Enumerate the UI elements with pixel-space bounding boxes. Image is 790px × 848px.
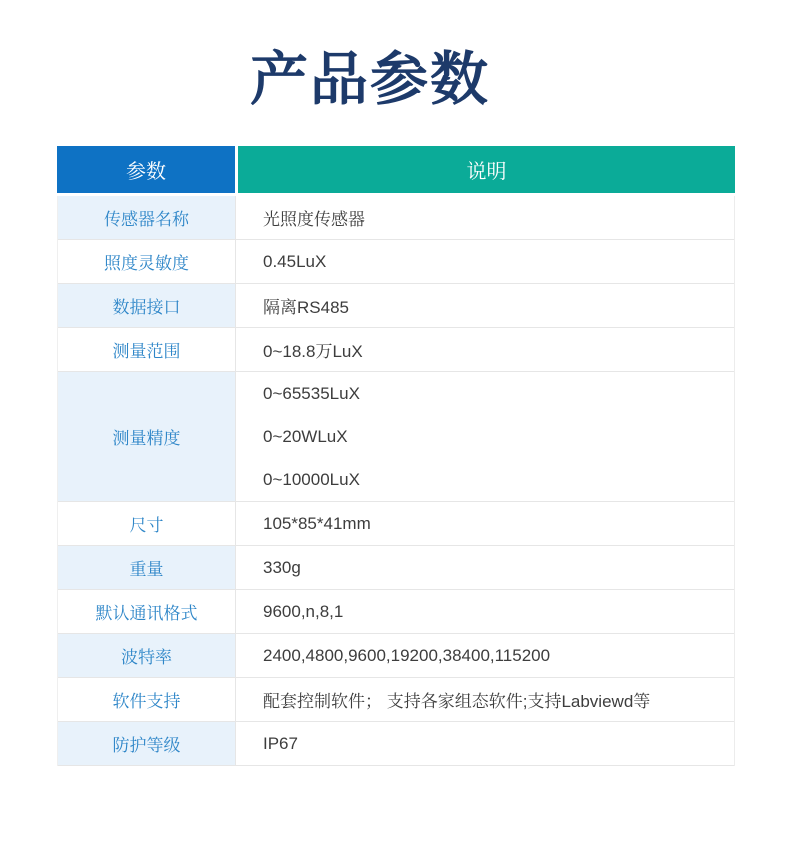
row-sensitivity: [58, 240, 734, 284]
row-value: [236, 678, 734, 721]
value-text: 0~20WLuX: [263, 426, 348, 446]
header-cell-param: 参数: [57, 146, 235, 193]
row-label: 数据接口: [58, 284, 236, 327]
row-accuracy: [58, 372, 734, 502]
value-text: 0~18.8万LuX: [263, 342, 363, 361]
row-value: [236, 284, 734, 327]
page-title: 产品参数: [249, 47, 490, 112]
row-label: 软件支持: [58, 678, 236, 721]
value-text: 0.45LuX: [263, 251, 327, 271]
value-text: IP67: [263, 733, 298, 753]
row-label: 尺寸: [58, 502, 236, 545]
value-text: 330g: [263, 557, 301, 577]
value-text: 0~10000LuX: [263, 469, 360, 489]
row-label: 波特率: [58, 634, 236, 677]
row-value: [236, 590, 734, 633]
row-value: [236, 722, 734, 765]
value-text: 0~65535LuX: [263, 383, 360, 403]
row-value: [236, 502, 734, 545]
row-label: 测量精度: [58, 372, 236, 501]
row-value: [236, 240, 734, 283]
row-dimensions: [58, 502, 734, 546]
row-label: 传感器名称: [58, 196, 236, 239]
row-value: [236, 634, 734, 677]
row-value: [236, 372, 734, 501]
value-text: 配套控制软件； 支持各家组态软件;支持Labviewd等: [263, 692, 651, 711]
row-comm-format: [58, 590, 734, 634]
row-sensor-name: [58, 196, 734, 240]
row-weight: [58, 546, 734, 590]
spec-table: [57, 146, 735, 766]
row-label: 测量范围: [58, 328, 236, 371]
header-cell-desc: 说明: [238, 146, 735, 193]
value-text: 9600,n,8,1: [263, 601, 344, 621]
value-text: 隔离RS485: [263, 298, 349, 317]
row-protection-level: [58, 722, 734, 766]
value-text: 2400,4800,9600,19200,38400,115200: [263, 645, 551, 665]
row-data-interface: [58, 284, 734, 328]
row-label: 防护等级: [58, 722, 236, 765]
table-header-row: [57, 146, 735, 193]
row-value: [236, 328, 734, 371]
row-software-support: [58, 678, 734, 722]
value-text: 105*85*41mm: [263, 513, 371, 533]
row-label: 默认通讯格式: [58, 590, 236, 633]
table-body: [57, 196, 735, 766]
row-label: 照度灵敏度: [58, 240, 236, 283]
value-text: 光照度传感器: [263, 210, 365, 229]
row-baud-rate: [58, 634, 734, 678]
row-measure-range: [58, 328, 734, 372]
row-label: 重量: [58, 546, 236, 589]
row-value: [236, 546, 734, 589]
row-value: [236, 196, 734, 239]
